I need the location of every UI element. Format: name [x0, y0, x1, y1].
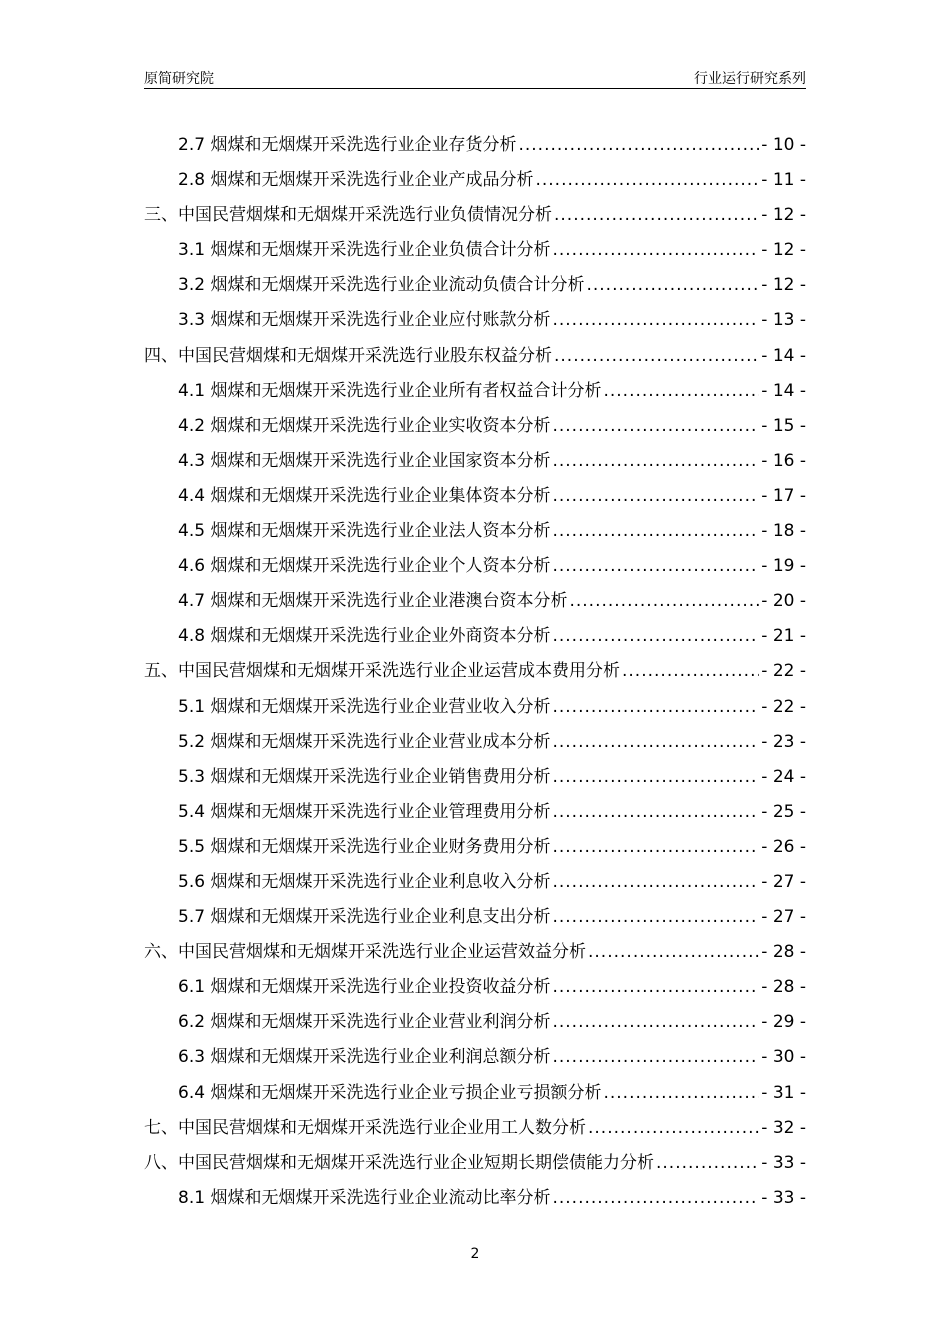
toc-entry-page: - 29 - — [761, 1012, 806, 1033]
toc-entry-title: 2.7 烟煤和无烟煤开采洗选行业企业存货分析 — [178, 135, 517, 155]
toc-entry[interactable] — [144, 268, 806, 303]
toc-entry[interactable] — [144, 233, 806, 268]
toc-entry-title: 5.5 烟煤和无烟煤开采洗选行业企业财务费用分析 — [178, 836, 551, 857]
toc-entry[interactable] — [144, 795, 806, 830]
toc-entry-page: - 14 - — [761, 380, 806, 401]
toc-entry-page: - 14 - — [761, 345, 806, 366]
toc-entry[interactable] — [144, 830, 806, 865]
toc-dot-leader — [552, 725, 759, 760]
toc-dot-leader — [552, 795, 759, 830]
toc-entry-page: - 30 - — [761, 1047, 806, 1068]
toc-entry[interactable] — [144, 1040, 806, 1075]
toc-dot-leader — [656, 1146, 759, 1181]
toc-dot-leader — [552, 514, 759, 549]
toc-dot-leader — [552, 1181, 759, 1216]
toc-dot-leader — [552, 865, 759, 900]
toc-entry[interactable] — [144, 760, 806, 795]
toc-dot-leader — [552, 830, 759, 865]
toc-entry-title: 3.3 烟煤和无烟煤开采洗选行业企业应付账款分析 — [178, 310, 551, 331]
page-number: 2 — [470, 1246, 480, 1262]
toc-entry-page: - 31 - — [761, 1082, 806, 1103]
toc-dot-leader — [518, 128, 759, 163]
toc-dot-leader — [552, 900, 759, 935]
toc-entry-page: - 33 - — [761, 1187, 806, 1208]
toc-entry-title: 4.5 烟煤和无烟煤开采洗选行业企业法人资本分析 — [178, 521, 551, 542]
toc-entry-title: 2.8 烟煤和无烟煤开采洗选行业企业产成品分析 — [178, 170, 534, 191]
toc-dot-leader — [554, 198, 759, 233]
toc-entry[interactable] — [144, 128, 806, 163]
toc-entry[interactable] — [144, 514, 806, 549]
toc-entry-page: - 20 - — [761, 591, 806, 612]
toc-entry-page: - 23 - — [761, 731, 806, 752]
toc-entry-page: - 19 - — [761, 556, 806, 577]
toc-entry[interactable] — [144, 584, 806, 619]
toc-entry-page: - 17 - — [761, 485, 806, 506]
table-of-contents — [144, 128, 806, 1216]
toc-entry[interactable] — [144, 444, 806, 479]
toc-entry-title: 5.6 烟煤和无烟煤开采洗选行业企业利息收入分析 — [178, 871, 551, 892]
toc-entry[interactable] — [144, 725, 806, 760]
toc-entry[interactable] — [144, 409, 806, 444]
toc-dot-leader — [552, 303, 759, 338]
toc-entry-page: - 25 - — [761, 801, 806, 822]
toc-entry-page: - 27 - — [761, 907, 806, 928]
toc-entry[interactable] — [144, 970, 806, 1005]
toc-entry-page: - 18 - — [761, 521, 806, 542]
toc-entry-title: 4.6 烟煤和无烟煤开采洗选行业企业个人资本分析 — [178, 556, 551, 577]
toc-entry-page: - 13 - — [761, 310, 806, 331]
toc-entry-page: - 33 - — [761, 1152, 806, 1173]
toc-dot-leader — [552, 1005, 759, 1040]
toc-dot-leader — [586, 268, 759, 303]
toc-entry[interactable] — [144, 339, 806, 374]
toc-entry-page: - 21 - — [761, 626, 806, 647]
toc-dot-leader — [552, 549, 759, 584]
toc-entry-page: - 32 - — [761, 1117, 806, 1138]
toc-entry-title: 6.4 烟煤和无烟煤开采洗选行业企业亏损企业亏损额分析 — [178, 1082, 602, 1103]
toc-dot-leader — [603, 1076, 759, 1111]
toc-entry-page: - 10 - — [761, 135, 806, 155]
toc-entry-title: 四、中国民营烟煤和无烟煤开采洗选行业股东权益分析 — [144, 345, 552, 366]
toc-entry[interactable] — [144, 1111, 806, 1146]
toc-entry-page: - 22 - — [761, 661, 806, 682]
toc-dot-leader — [588, 1111, 759, 1146]
toc-entry[interactable] — [144, 865, 806, 900]
toc-entry[interactable] — [144, 374, 806, 409]
toc-dot-leader — [554, 339, 759, 374]
page-header — [144, 66, 806, 89]
toc-entry-title: 4.3 烟煤和无烟煤开采洗选行业企业国家资本分析 — [178, 450, 551, 471]
toc-entry-title: 4.8 烟煤和无烟煤开采洗选行业企业外商资本分析 — [178, 626, 551, 647]
toc-entry-title: 三、中国民营烟煤和无烟煤开采洗选行业负债情况分析 — [144, 205, 552, 226]
toc-entry-title: 6.2 烟煤和无烟煤开采洗选行业企业营业利润分析 — [178, 1012, 551, 1033]
toc-entry-page: - 12 - — [761, 240, 806, 261]
toc-dot-leader — [552, 760, 759, 795]
toc-entry-title: 4.7 烟煤和无烟煤开采洗选行业企业港澳台资本分析 — [178, 591, 568, 612]
toc-dot-leader — [552, 444, 759, 479]
toc-entry-page: - 26 - — [761, 836, 806, 857]
toc-dot-leader — [535, 163, 759, 198]
toc-dot-leader — [552, 479, 759, 514]
toc-entry-title: 3.1 烟煤和无烟煤开采洗选行业企业负债合计分析 — [178, 240, 551, 261]
toc-entry-title: 五、中国民营烟煤和无烟煤开采洗选行业企业运营成本费用分析 — [144, 661, 620, 682]
header-series-name: 行业运行研究系列 — [694, 71, 806, 87]
toc-dot-leader — [588, 935, 759, 970]
toc-entry-title: 5.4 烟煤和无烟煤开采洗选行业企业管理费用分析 — [178, 801, 551, 822]
toc-entry-page: - 12 - — [761, 205, 806, 226]
toc-entry[interactable] — [144, 690, 806, 725]
toc-entry[interactable] — [144, 1146, 806, 1181]
toc-dot-leader — [552, 1040, 759, 1075]
toc-entry-title: 4.2 烟煤和无烟煤开采洗选行业企业实收资本分析 — [178, 415, 551, 436]
toc-entry-title: 5.2 烟煤和无烟煤开采洗选行业企业营业成本分析 — [178, 731, 551, 752]
toc-entry[interactable] — [144, 479, 806, 514]
toc-entry[interactable] — [144, 1005, 806, 1040]
toc-entry[interactable] — [144, 163, 806, 198]
toc-dot-leader — [552, 619, 759, 654]
toc-entry-title: 6.3 烟煤和无烟煤开采洗选行业企业利润总额分析 — [178, 1047, 551, 1068]
toc-entry[interactable] — [144, 935, 806, 970]
toc-entry-title: 八、中国民营烟煤和无烟煤开采洗选行业企业短期长期偿债能力分析 — [144, 1152, 654, 1173]
toc-entry-page: - 27 - — [761, 871, 806, 892]
toc-dot-leader — [552, 233, 759, 268]
toc-entry-page: - 24 - — [761, 766, 806, 787]
toc-entry-title: 8.1 烟煤和无烟煤开采洗选行业企业流动比率分析 — [178, 1187, 551, 1208]
toc-entry-title: 六、中国民营烟煤和无烟煤开采洗选行业企业运营效益分析 — [144, 942, 586, 963]
toc-entry[interactable] — [144, 654, 806, 689]
toc-entry-title: 5.1 烟煤和无烟煤开采洗选行业企业营业收入分析 — [178, 696, 551, 717]
toc-entry-title: 4.4 烟煤和无烟煤开采洗选行业企业集体资本分析 — [178, 485, 551, 506]
toc-entry[interactable] — [144, 619, 806, 654]
toc-dot-leader — [622, 654, 759, 689]
toc-entry[interactable] — [144, 198, 806, 233]
toc-entry-title: 七、中国民营烟煤和无烟煤开采洗选行业企业用工人数分析 — [144, 1117, 586, 1138]
toc-dot-leader — [552, 690, 759, 725]
toc-entry-page: - 15 - — [761, 415, 806, 436]
toc-entry-title: 5.3 烟煤和无烟煤开采洗选行业企业销售费用分析 — [178, 766, 551, 787]
toc-entry[interactable] — [144, 900, 806, 935]
toc-dot-leader — [569, 584, 759, 619]
header-org-name: 原简研究院 — [144, 71, 214, 87]
toc-entry-page: - 22 - — [761, 696, 806, 717]
toc-entry-title: 4.1 烟煤和无烟煤开采洗选行业企业所有者权益合计分析 — [178, 380, 602, 401]
toc-entry-page: - 28 - — [761, 977, 806, 998]
toc-entry[interactable] — [144, 1076, 806, 1111]
toc-entry-title: 5.7 烟煤和无烟煤开采洗选行业企业利息支出分析 — [178, 907, 551, 928]
toc-entry-page: - 11 - — [761, 170, 806, 191]
toc-entry-title: 3.2 烟煤和无烟煤开采洗选行业企业流动负债合计分析 — [178, 275, 585, 296]
toc-entry[interactable] — [144, 1181, 806, 1216]
toc-entry-page: - 28 - — [761, 942, 806, 963]
toc-entry[interactable] — [144, 303, 806, 338]
toc-dot-leader — [603, 374, 759, 409]
toc-entry-page: - 12 - — [761, 275, 806, 296]
toc-dot-leader — [552, 970, 759, 1005]
toc-entry-page: - 16 - — [761, 450, 806, 471]
toc-dot-leader — [552, 409, 759, 444]
toc-entry[interactable] — [144, 549, 806, 584]
toc-entry-title: 6.1 烟煤和无烟煤开采洗选行业企业投资收益分析 — [178, 977, 551, 998]
